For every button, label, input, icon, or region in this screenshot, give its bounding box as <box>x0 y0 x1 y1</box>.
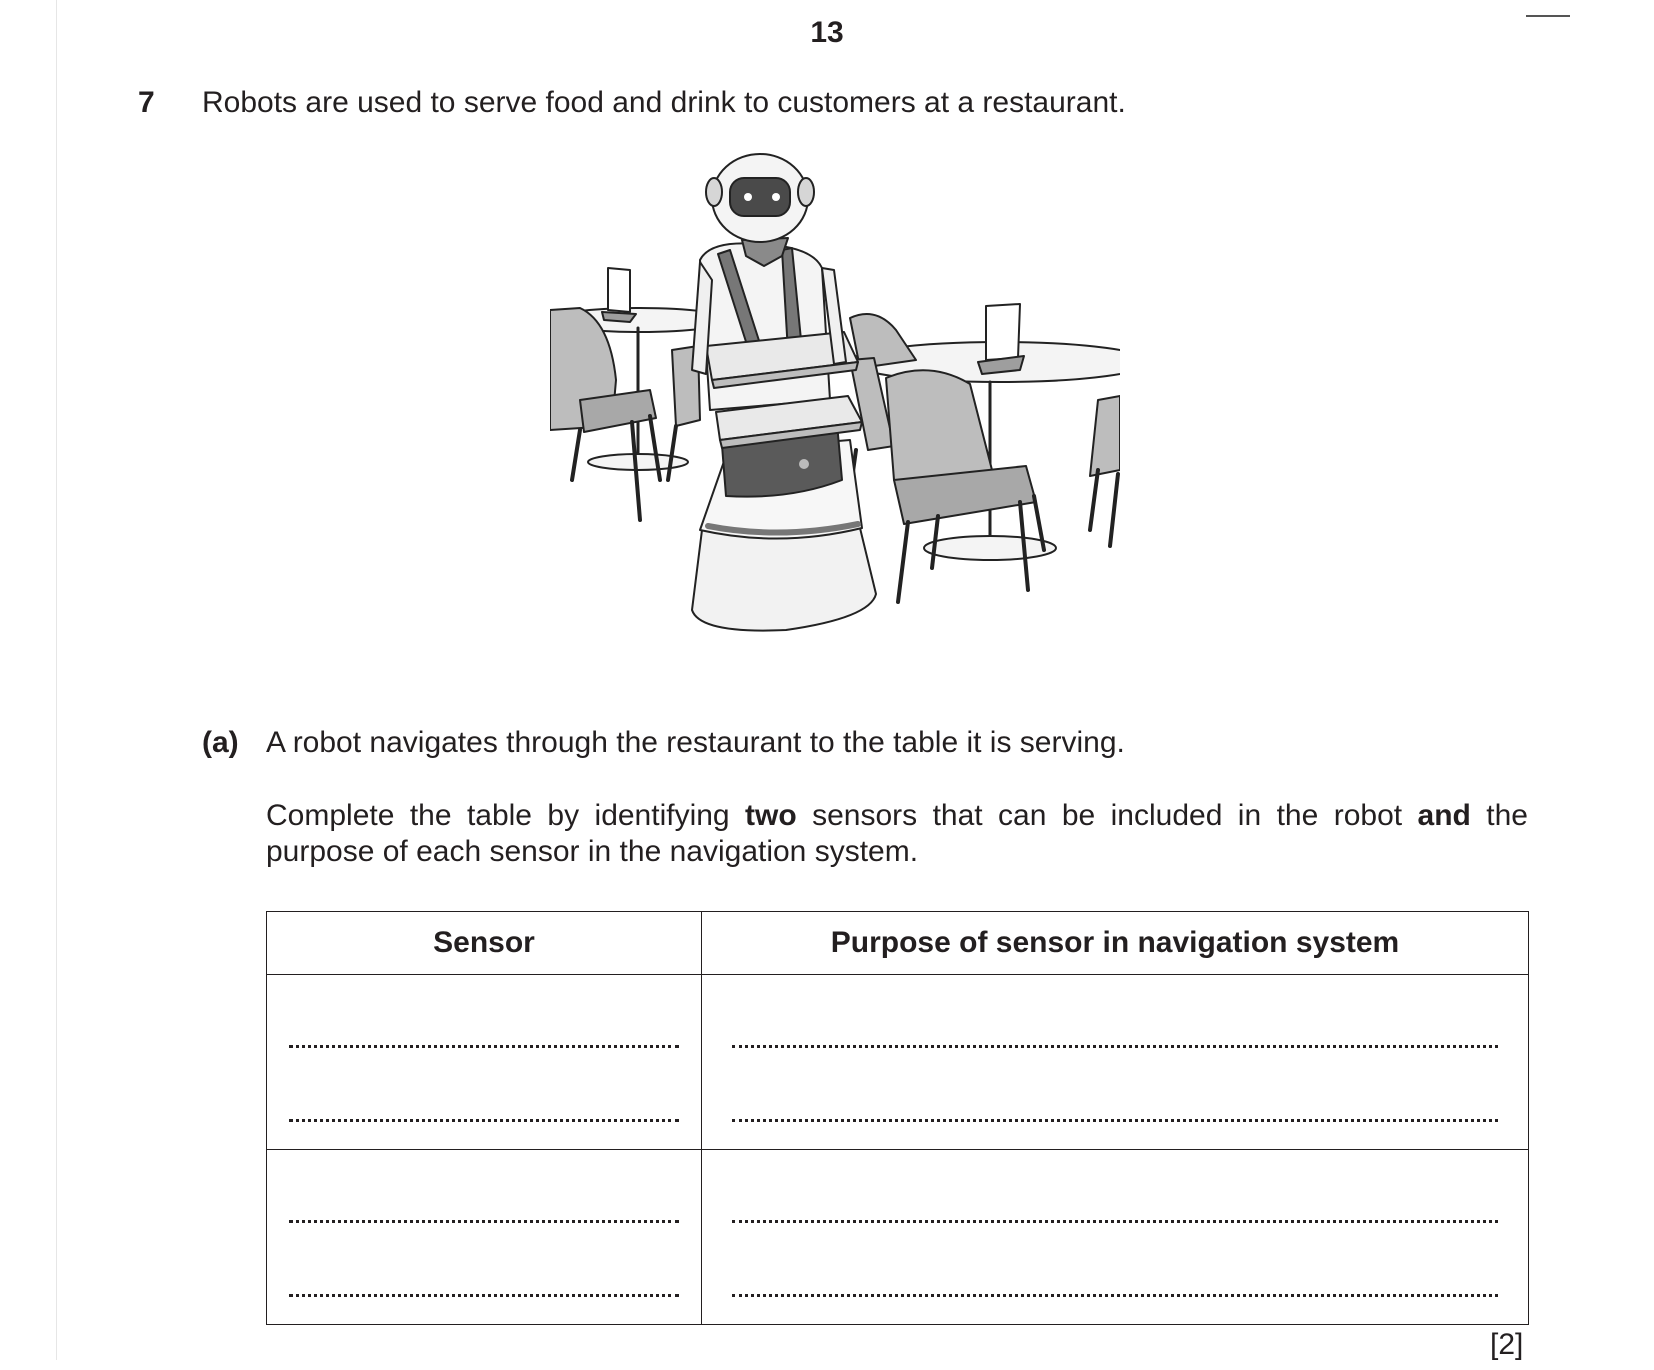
sensor-answer-cell[interactable] <box>267 975 702 1150</box>
question-number: 7 <box>138 86 155 119</box>
table-row <box>267 1150 1529 1325</box>
answer-line[interactable] <box>732 1294 1498 1297</box>
instruction-text-1: Complete the table by identifying <box>266 799 746 832</box>
answer-line[interactable] <box>289 1220 679 1223</box>
part-a-label: (a) <box>202 726 239 759</box>
page-number: 13 <box>810 16 844 49</box>
instruction-text-3: the purpose of each sensor in the navigation system. <box>266 799 1528 868</box>
restaurant-robot-illustration <box>550 150 1120 690</box>
sensor-answer-cell[interactable] <box>267 1150 702 1325</box>
header-sensor: Sensor <box>267 912 702 975</box>
purpose-answer-cell[interactable] <box>702 975 1529 1150</box>
marks-label: [2] <box>1490 1328 1524 1361</box>
answer-line[interactable] <box>289 1045 679 1048</box>
table-row <box>267 975 1529 1150</box>
answer-line[interactable] <box>732 1119 1498 1122</box>
answer-line[interactable] <box>732 1220 1498 1223</box>
answer-table <box>266 911 1529 1325</box>
instruction-bold-and: and <box>1417 799 1471 832</box>
purpose-answer-cell[interactable] <box>702 1150 1529 1325</box>
answer-line[interactable] <box>289 1294 679 1297</box>
table-header-row <box>267 912 1529 975</box>
page-margin-line <box>56 0 57 1360</box>
instruction-text-2: sensors that can be included in the robot <box>796 799 1418 832</box>
answer-line[interactable] <box>732 1045 1498 1048</box>
instruction-text <box>266 798 1528 870</box>
answer-line[interactable] <box>289 1119 679 1122</box>
header-purpose: Purpose of sensor in navigation system <box>702 912 1529 975</box>
question-text: Robots are used to serve food and drink to customers at a restaurant. <box>202 86 1126 119</box>
instruction-bold-two: two <box>745 799 797 832</box>
part-a-text: A robot navigates through the restaurant to the table it is serving. <box>266 726 1125 759</box>
